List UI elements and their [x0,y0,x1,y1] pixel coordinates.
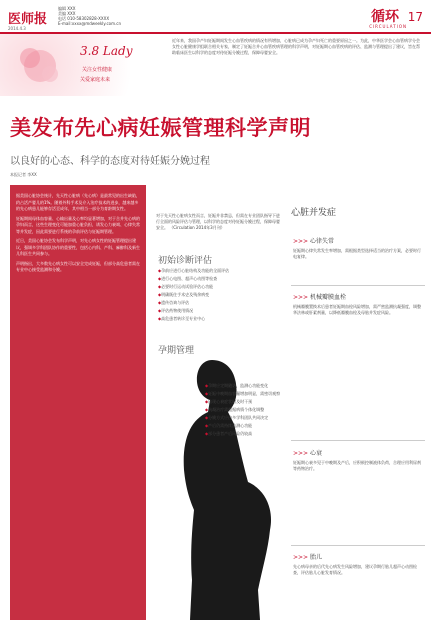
designer-line: 美编 XXX [58,11,76,16]
section-name-en: CIRCULATION [369,24,407,29]
right-section-text: 妊娠期心衰多见于中晚期及产后，应积极控制液体负荷，合理应用利尿剂等药物治疗。 [293,460,421,471]
right-section-valve-thrombosis [293,292,423,318]
list-item: ◆ 孕前应进行心脏结构及功能的全面评估 [158,268,286,274]
right-section-heart-failure [293,448,423,474]
subheadline: 以良好的心态、科学的态度对待妊娠分娩过程 [10,156,210,167]
section-title-diagnosis: 初始诊断评估 [158,256,213,266]
list-item: ◆ 评估药物使用情况 [158,308,286,314]
list-item: ◆ 抗凝治疗需根据病情个体化调整 [205,407,285,413]
banner-subtitle-1: 关注女性健康 [82,67,113,73]
list-item: ◆ 妊娠中晚期血容量增加明显，需密切观察 [205,391,285,397]
email-line: E-mail:xxxx@mdweekly.com.cn [58,21,122,26]
right-section-fetus [293,552,423,578]
right-section-heading: >>> 心衰 [293,448,423,457]
list-item: ◆ 孕期应定期随访，监测心功能变化 [205,383,285,389]
list-item: ◆ 出现心衰症状时及时干预 [205,399,285,405]
column-banner [0,34,170,96]
newspaper-logo: 医师报 [8,12,48,27]
quote-source: （Circulation 2014年3月刊） [169,225,225,230]
lead-quote [156,213,282,231]
right-section-heading: >>> 心律失常 [293,236,423,245]
list-item: ◆ 部分患者产后风险仍较高 [205,431,285,437]
phone-line: 电话 010-58302828-XXXX [58,16,110,21]
right-section-text: 妊娠期心律失常发生率增加，需根据类型选择适当的治疗方案，必要时行电复律。 [293,248,421,259]
divider [291,440,425,441]
redbox-paragraph: 据美国心脏协会统计，先天性心脏病（先心病）是最常见的出生缺陷，约占活产婴儿的1%。随着外科手术及介入治疗技术的进步，越来越多的先心病患儿能够存活至成年，其中相当一部分为育龄期女性。 [16,193,140,211]
banner-subtitle-2: 关爱家庭未来 [80,77,111,83]
redbox-paragraph: 妊娠期间母体血容量、心输出量及心率均显著增加，对于合并先心病的孕妇而言，这些生理变化可能加重心脏负担，诱发心力衰竭、心律失常等并发症，因此需要进行系统的孕前评估与妊娠期管理。 [16,215,140,234]
editor-info [58,6,121,26]
headline: 美发布先心病妊娠管理科学声明 [10,116,311,140]
page-number: 17 [407,10,423,24]
pregnancy-bullets [205,383,285,439]
right-section-text: 机械瓣膜置换术后患者妊娠期血栓风险增加，需严密监测抗凝强度，调整华法林或肝素剂量，以降低瓣膜血栓及母胎并发症风险。 [293,304,421,315]
section-title-pregnancy: 孕期管理 [158,346,195,356]
list-item: ◆ 遗传咨询与评估 [158,300,286,306]
redbox-paragraph: 声明指出，大多数先心病女性可以安全完成妊娠，但部分高危患者需在专业中心接受监测和分娩。 [16,260,140,272]
divider [291,285,425,286]
right-section-arrhythmia [293,236,423,262]
quote-text: 对于先天性心脏病女性而言，妊娠并非禁忌，但需在专业团队指导下进行全面的风险评估与管理，以科学的态度对待妊娠分娩过程，保障母婴安全。 [156,213,280,230]
list-item: ◆ 高危患者转诊至专业中心 [158,316,286,322]
diagnosis-bullets [158,268,286,324]
list-item: ◆ 进行心电图、超声心动图等检查 [158,276,286,282]
sidebar-red-box [10,185,146,620]
intro-paragraph: 近年来，我国孕产妇妊娠期间发生心血管疾病的情况有所增加，心脏病已成为孕产妇死亡的重要原因之一。为此，中华医学会心血管病学分会女性心脏健康学组联合相关专家，制定了妊娠合并心血管疾病管理的科学声明，对妊娠期心血管疾病的评估、监测与管理提出了建议，旨在帮助临床医生以科学的态度对待妊娠分娩过程，保障母婴安全。 [172,38,420,55]
divider [291,545,425,546]
list-item: ◆ 必要时行运动试验评估心功能 [158,284,286,290]
list-item: ◆ 明确既往手术史及残余病变 [158,292,286,298]
masthead [0,0,431,34]
list-item: ◆ 分娩方式应由多学科团队共同决定 [205,415,285,421]
banner-title: 3.8 Lady [80,44,133,58]
issue-date: 2014.4.3 [8,26,26,31]
redbox-paragraph: 近日，美国心脏协会发布科学声明，对先心病女性的妊娠管理提出建议，强调多学科团队协作的重要性，包括心内科、产科、麻醉科及新生儿科医生共同参与。 [16,238,140,256]
right-section-text: 先心病母亲的后代先心病发生风险增加，建议孕期行胎儿超声心动图检查，评估胎儿心脏发育情况。 [293,564,417,575]
right-section-heading: >>> 机械瓣膜血栓 [293,292,423,301]
right-column-title: 心脏并发症 [291,208,337,218]
byline: 本报记者 李XX [10,172,37,177]
section-name: 循环 [371,9,399,25]
flower-icon [5,36,75,96]
editor-line: 编辑 XXX [58,6,76,11]
list-item: ◆ 产后仍需持续监测心功能 [205,423,285,429]
right-section-heading: >>> 胎儿 [293,552,423,561]
